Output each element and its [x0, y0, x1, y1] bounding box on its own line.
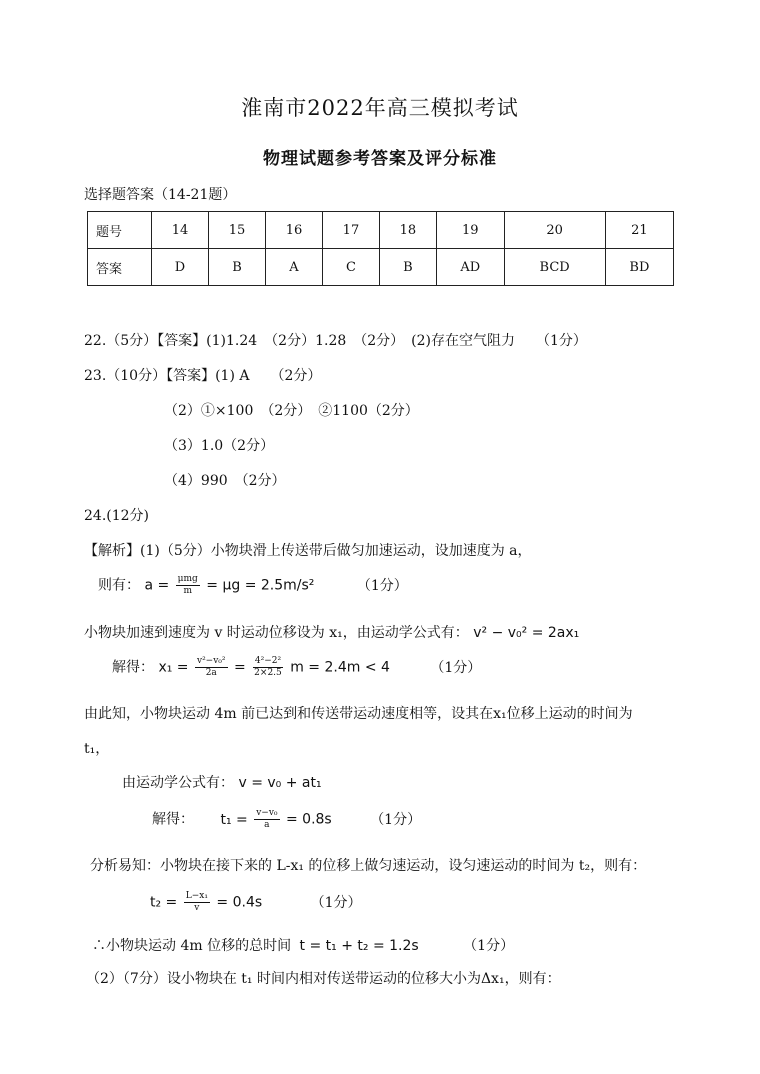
- numerator: v−v₀: [256, 808, 278, 818]
- fraction: [184, 891, 210, 914]
- section-heading: 选择题答案（14-21题）: [84, 187, 237, 203]
- table-cell: BD: [605, 249, 673, 286]
- page-title: 淮南市2022年高三模拟考试: [241, 96, 519, 120]
- table-cell: 18: [379, 212, 436, 249]
- table-cell: 14: [152, 212, 209, 249]
- q24-uniform-line: 分析易知：小物块在接下来的 L-x₁ 的位移上做匀速运动，设匀速运动的时间为 t₂，则有：: [90, 858, 647, 874]
- eq-prefix: 则有：: [98, 577, 140, 594]
- numerator: v²−v₀²: [196, 656, 226, 666]
- eq-rhs: = μg = 2.5m/s²: [206, 577, 315, 594]
- numerator: μmg: [177, 574, 198, 584]
- eq-prefix: ∴小物块运动 4m 位移的总时间: [92, 938, 292, 954]
- eq-lhs: t₂ =: [150, 894, 178, 911]
- table-cell: 19: [436, 212, 504, 249]
- equation-t2: [150, 891, 362, 914]
- eq-lhs: a =: [144, 577, 170, 594]
- table-cell: 17: [322, 212, 379, 249]
- eq-sign: =: [233, 659, 246, 676]
- page-subtitle: 物理试题参考答案及评分标准: [263, 149, 497, 169]
- table-cell: 20: [504, 212, 605, 249]
- fraction: [252, 656, 284, 679]
- q24-conclusion-line-2: t₁，: [84, 741, 110, 757]
- row-label-number: 题号: [88, 212, 152, 249]
- equation-x1: [112, 656, 481, 679]
- equation-total-time: [92, 935, 514, 955]
- eq-prefix: 解得：: [112, 659, 154, 676]
- table-cell: BCD: [504, 249, 605, 286]
- table-cell: 21: [605, 212, 673, 249]
- table-cell: B: [208, 249, 265, 286]
- answer-table: [87, 211, 674, 286]
- eq-rhs: = 0.8s: [285, 811, 332, 828]
- table-cell: 16: [265, 212, 322, 249]
- q24-conclusion-line: 由此知，小物块运动 4m 前已达到和传送带运动速度相等，设其在x₁位移上运动的时间为: [84, 706, 633, 722]
- equation-t1: [152, 808, 421, 831]
- q23-line: 23.（10分）【答案】(1) A （2分）: [84, 368, 322, 384]
- numerator: 4²−2²: [254, 656, 282, 666]
- eq-rhs: m = 2.4m < 4: [290, 659, 390, 676]
- fraction: [176, 574, 200, 597]
- table-cell: D: [152, 249, 209, 286]
- table-cell: B: [379, 249, 436, 286]
- eq-lhs: x₁ =: [158, 659, 189, 676]
- table-cell: AD: [436, 249, 504, 286]
- table-row-numbers: [88, 212, 674, 249]
- denominator: 2×2.5: [254, 668, 282, 678]
- table-cell: C: [322, 249, 379, 286]
- q24-heading: 24.(12分): [84, 508, 150, 524]
- q24-part2-line: （2）（7分）设小物块在 t₁ 时间内相对传送带运动的位移大小为Δx₁，则有：: [86, 971, 561, 987]
- denominator: a: [264, 820, 270, 830]
- score: （1分）: [463, 938, 515, 954]
- q24-kinematics-line: [84, 622, 579, 642]
- table-cell: 15: [208, 212, 265, 249]
- equation-velocity: [122, 772, 322, 792]
- q23-part3: （3）1.0（2分）: [164, 438, 275, 454]
- equation-accel: [98, 574, 408, 597]
- score: （1分）: [370, 811, 422, 828]
- table-cell: A: [265, 249, 322, 286]
- denominator: m: [183, 586, 193, 596]
- score: （1分）: [356, 577, 408, 594]
- q22-line: 22.（5分）【答案】(1)1.24 （2分）1.28 （2分） (2)存在空气阻力 （1分）: [84, 333, 587, 349]
- eq-rhs: = 0.4s: [216, 894, 263, 911]
- row-label-answer: 答案: [88, 249, 152, 286]
- eq-body: v = v₀ + at₁: [238, 775, 322, 791]
- eq-prefix: 由运动学公式有：: [122, 775, 234, 791]
- score: （1分）: [310, 894, 362, 911]
- eq-prefix: 解得：: [152, 811, 194, 828]
- denominator: v: [194, 903, 200, 913]
- numerator: L−x₁: [185, 891, 208, 901]
- denominator: 2a: [205, 668, 217, 678]
- eq-lhs: t₁ =: [220, 811, 248, 828]
- score: （1分）: [430, 659, 482, 676]
- text: 小物块加速到速度为 v 时运动位移设为 x₁，由运动学公式有：: [84, 625, 469, 641]
- table-row-answers: [88, 249, 674, 286]
- q23-part2: （2）①×100 （2分） ②1100（2分）: [164, 403, 419, 419]
- eq-body: t = t₁ + t₂ = 1.2s: [299, 938, 419, 954]
- q23-part4: （4）990 （2分）: [164, 473, 286, 489]
- equation-kinematics: v² − v₀² = 2ax₁: [473, 625, 580, 641]
- fraction: [254, 808, 279, 831]
- q24-analysis-intro: 【解析】(1)（5分）小物块滑上传送带后做匀加速运动，设加速度为 a，: [84, 543, 532, 559]
- fraction: [195, 656, 228, 679]
